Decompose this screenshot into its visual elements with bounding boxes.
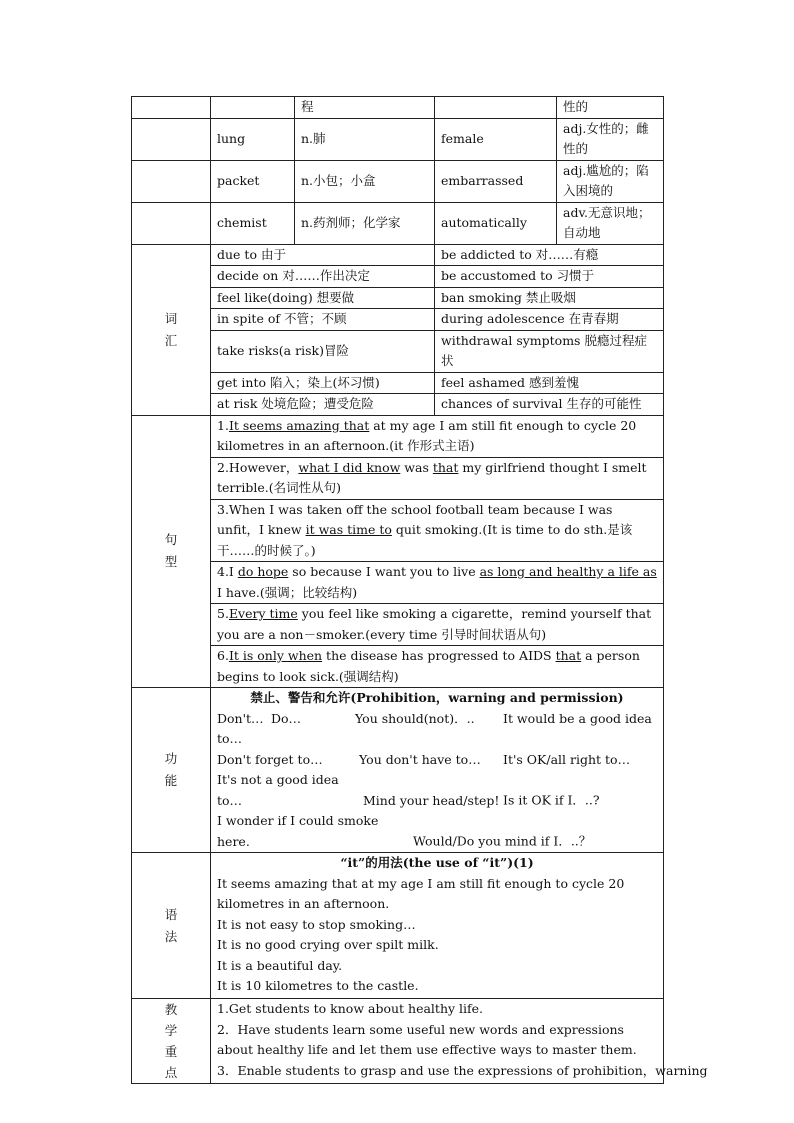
pattern-row — [132, 562, 664, 604]
focus-item: 2．Have students learn some useful new words and expressions about healthy life and let them use effective ways to master them. — [217, 1021, 637, 1057]
phrase-left: take risks(a risk)冒险 — [211, 330, 435, 372]
vocab-word: packet — [211, 160, 295, 202]
vocab-word: automatically — [435, 202, 557, 244]
vocab-row — [132, 118, 664, 160]
underlined-phrase: It seems amazing that — [228, 417, 370, 433]
focus-label — [132, 999, 211, 1084]
function-content — [211, 688, 664, 853]
lesson-table — [131, 96, 708, 1080]
phrase-row — [132, 287, 664, 309]
grammar-line: It seems amazing that at my age I am still fit enough to cycle 20 kilometres in an afternoon. — [217, 875, 625, 911]
pattern-sentence: 3.When I was taken off the school football team because I was unfit，I knew it was time to quit smoking.(It is time to do sth.是该干……的时候了。) — [211, 499, 664, 562]
pattern-row — [132, 415, 664, 457]
underlined-phrase: that — [432, 459, 459, 475]
function-line: Don't forget to… You don't have to… It's OK/all right to… — [217, 751, 631, 767]
pattern-sentence: 2.However，what I did know was that my girlfriend thought I smelt terrible.(名词性从句) — [211, 457, 664, 499]
grammar-label — [132, 853, 211, 999]
underlined-phrase: Every time — [228, 606, 298, 621]
underlined-phrase: what I did know — [298, 459, 401, 475]
function-line: It's not a good idea to… Mind your head/step! Is it OK if I．..? — [217, 772, 600, 808]
pattern-sentence: 4.I do hope so because I want you to live as long and healthy a life as I have.(强调；比较结构) — [211, 562, 664, 604]
pattern-sentence: 5.Every time you feel like smoking a cigarette，remind yourself that you are a non－smoker.(every time 引导时间状语从句) — [211, 604, 664, 646]
vocab-table — [131, 96, 708, 1084]
label-char: 点 — [164, 1065, 178, 1080]
vocab-word: lung — [211, 118, 295, 160]
label-char: 教 — [164, 1002, 178, 1017]
blank-cell — [132, 118, 211, 160]
phrase-right: during adolescence 在青春期 — [435, 309, 664, 331]
label-char: 句 — [164, 532, 178, 548]
function-line: I wonder if I could smoke here. Would/Do you mind if I．..？ — [217, 813, 592, 849]
vocab-def: adj.尴尬的；陷入困境的 — [557, 160, 664, 202]
focus-row — [132, 999, 664, 1084]
blank-cell — [132, 202, 211, 244]
phrase-row — [132, 266, 664, 288]
pattern-row — [132, 457, 664, 499]
grammar-line: It is no good crying over spilt milk. — [217, 937, 439, 952]
blank-cell — [211, 97, 295, 119]
vocab-def: n.药剂师；化学家 — [295, 202, 435, 244]
phrase-right: feel ashamed 感到羞愧 — [435, 372, 664, 394]
phrase-row — [132, 330, 664, 372]
pattern-sentence: 6.It is only when the disease has progressed to AIDS that a person begins to look sick.(强调结构) — [211, 646, 664, 688]
top-row — [132, 97, 664, 119]
blank-cell — [435, 97, 557, 119]
phrase-left: decide on 对……作出决定 — [211, 266, 435, 288]
phrase-row — [132, 309, 664, 331]
vocab-def: n.小包；小盒 — [295, 160, 435, 202]
pattern-row — [132, 646, 664, 688]
blank-cell — [132, 160, 211, 202]
vocab-word: chemist — [211, 202, 295, 244]
label-char: 词 — [164, 310, 178, 326]
label-char: 重 — [164, 1044, 178, 1059]
focus-item: 3．Enable students to grasp and use the expressions of prohibition，warning — [217, 1062, 708, 1078]
phrase-row — [132, 372, 664, 394]
adj-def: 性的 — [557, 97, 664, 119]
word-def: 程 — [295, 97, 435, 119]
phrase-left: due to 由于 — [211, 244, 435, 266]
label-char: 汇 — [164, 332, 178, 348]
vocab-def: adv.无意识地；自动地 — [557, 202, 664, 244]
phrase-right: be addicted to 对……有瘾 — [435, 244, 664, 266]
phrase-left: get into 陷入；染上(坏习惯) — [211, 372, 435, 394]
label-char: 语 — [164, 906, 178, 922]
phrase-right: chances of survival 生存的可能性 — [435, 394, 664, 416]
phrase-left: feel like(doing) 想要做 — [211, 287, 435, 309]
blank-cell — [132, 97, 211, 119]
focus-content — [211, 999, 708, 1084]
grammar-line: It is a beautiful day. — [217, 957, 343, 973]
function-label — [132, 688, 211, 853]
pattern-row — [132, 499, 664, 562]
grammar-line: It is 10 kilometres to the castle. — [217, 978, 419, 993]
function-row — [132, 688, 664, 853]
function-line: Don't… Do… You should(not)．.. It would be a good idea to… — [217, 710, 652, 746]
focus-item: 1.Get students to know about healthy life. — [217, 1001, 484, 1016]
pattern-row — [132, 604, 664, 646]
grammar-row — [132, 853, 664, 999]
vocab-row — [132, 160, 664, 202]
label-char: 型 — [164, 554, 178, 570]
phrase-right: withdrawal symptoms 脱瘾过程症状 — [435, 330, 664, 372]
vocab-label — [132, 244, 211, 415]
grammar-line: It is not easy to stop smoking… — [217, 916, 416, 932]
phrase-left: in spite of 不管；不顾 — [211, 309, 435, 331]
vocab-word: embarrassed — [435, 160, 557, 202]
phrase-row — [132, 394, 664, 416]
vocab-def: n.肺 — [295, 118, 435, 160]
function-title: 禁止、警告和允许(Prohibition，warning and permission) — [250, 690, 624, 705]
underlined-phrase: do hope — [237, 564, 289, 579]
underlined-phrase: that — [555, 648, 582, 663]
label-char: 功 — [164, 751, 178, 766]
pattern-sentence: 1.It seems amazing that at my age I am still fit enough to cycle 20 kilometres in an afternoon.(it 作形式主语) — [211, 415, 664, 457]
pattern-label — [132, 415, 211, 688]
vocab-row — [132, 202, 664, 244]
grammar-content — [211, 853, 664, 999]
label-char: 法 — [164, 928, 178, 944]
phrase-row — [132, 244, 664, 266]
underlined-phrase: as long and healthy a life as — [479, 564, 657, 579]
underlined-phrase: it was time to — [305, 522, 392, 537]
vocab-def: adj.女性的；雌性的 — [557, 118, 664, 160]
label-char: 学 — [164, 1023, 178, 1038]
grammar-title: “it”的用法(the use of “it”)(1) — [340, 855, 534, 870]
underlined-phrase: It is only when — [228, 648, 323, 663]
phrase-left: at risk 处境危险；遭受危险 — [211, 394, 435, 416]
phrase-right: be accustomed to 习惯于 — [435, 266, 664, 288]
label-char: 能 — [164, 773, 178, 788]
vocab-word: female — [435, 118, 557, 160]
phrase-right: ban smoking 禁止吸烟 — [435, 287, 664, 309]
